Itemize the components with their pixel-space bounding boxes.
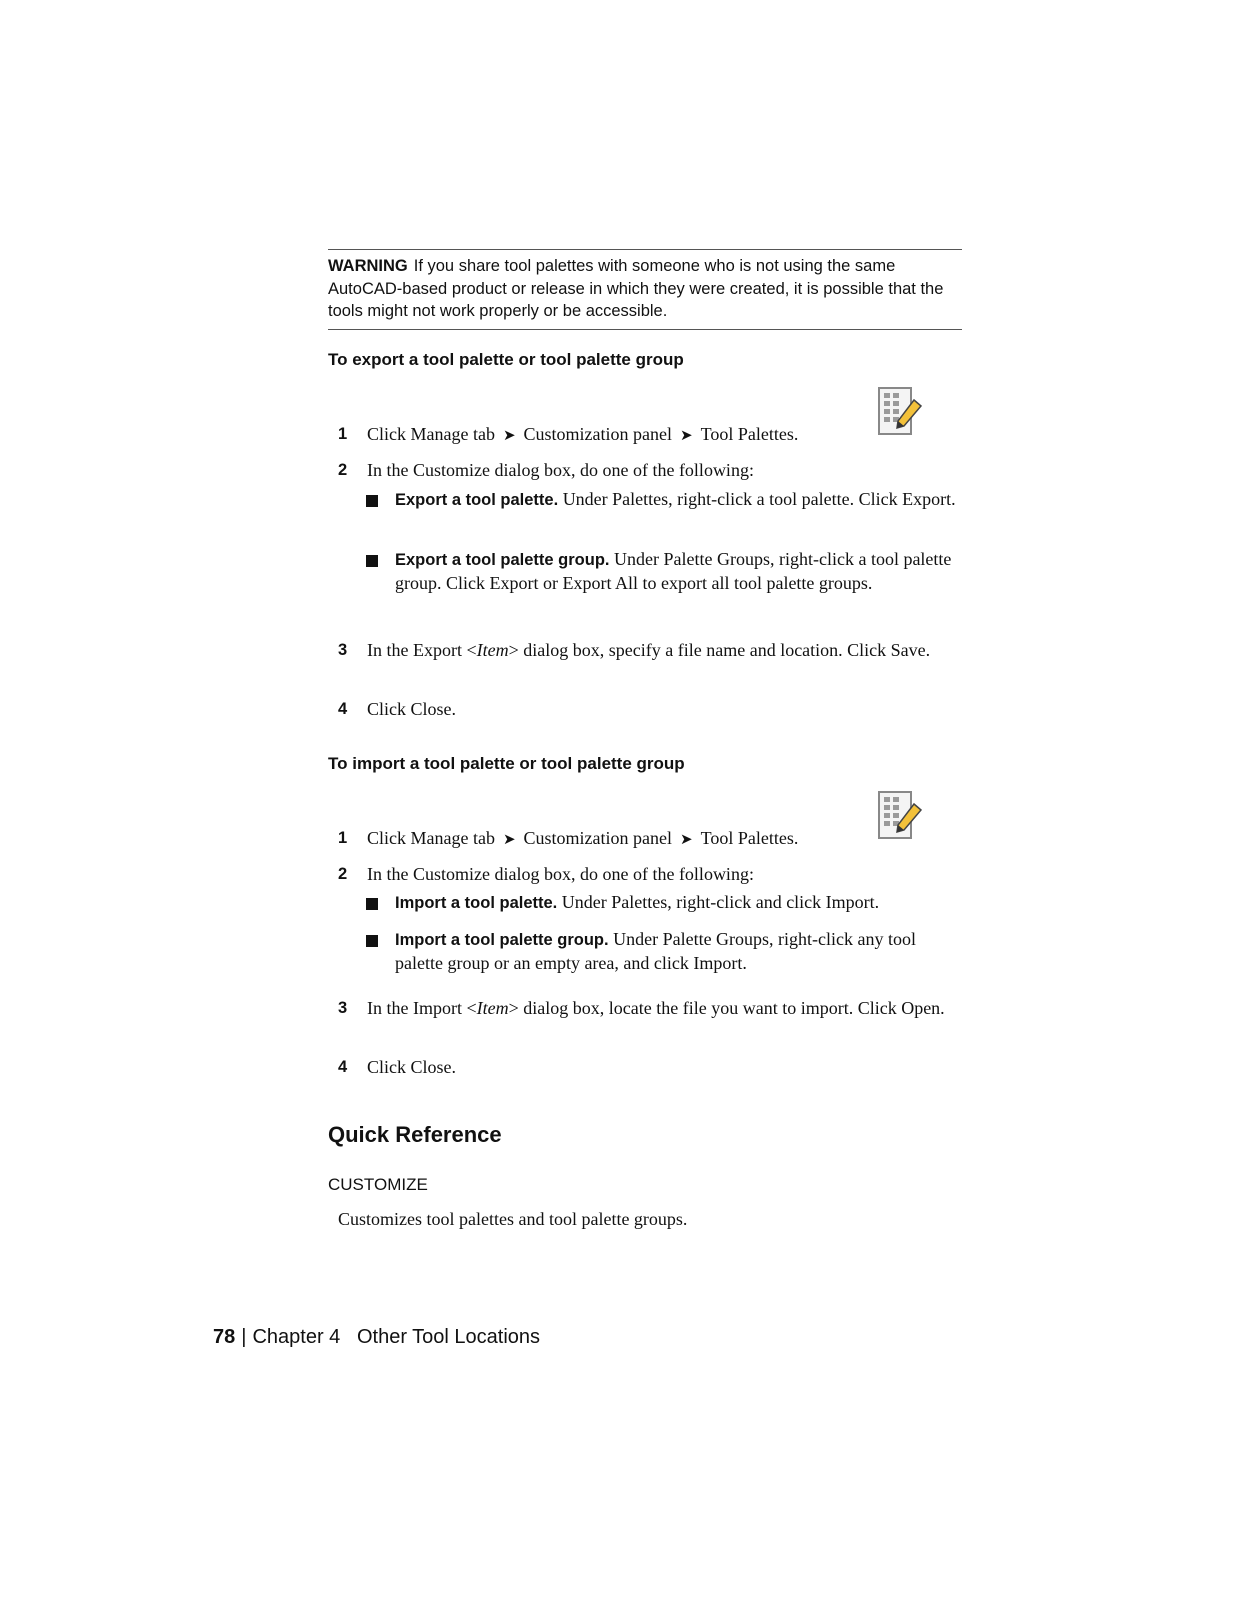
warning-text: If you share tool palettes with someone who is not using the same AutoCAD-based product or release in which they were created, it is possible that the tools might not work properly or be accessible.	[328, 257, 944, 320]
menu-path-tool-palettes: Tool Palettes.	[700, 424, 799, 444]
menu-path-tool-palettes: Tool Palettes.	[700, 828, 799, 848]
step-number: 4	[338, 1058, 348, 1076]
bullet-text: Export a tool palette group. Under Palette Groups, right-click a tool palette group. Click Export or Export All to export all tool palette groups.	[395, 549, 952, 593]
footer-separator: |	[241, 1326, 247, 1348]
step-text: In the Import <Item> dialog box, locate the file you want to import. Click Open.	[367, 998, 945, 1018]
arrow-icon: ➤	[502, 428, 516, 444]
warning-label: WARNING	[328, 257, 408, 275]
chapter-label: Chapter 4	[252, 1326, 341, 1348]
arrow-icon: ➤	[680, 832, 693, 848]
import-heading: To import a tool palette or tool palette group	[328, 754, 685, 773]
export-heading: To export a tool palette or tool palette group	[328, 350, 684, 369]
step-number: 1	[338, 829, 348, 847]
step-number: 3	[338, 999, 348, 1017]
bullet-text: Import a tool palette group. Under Palette Groups, right-click any tool palette group or an empty area, and click Import.	[395, 929, 917, 973]
command-name: CUSTOMIZE	[328, 1175, 428, 1194]
step-text: In the Export <Item> dialog box, specify a file name and location. Click Save.	[367, 640, 931, 660]
bullet-icon	[366, 898, 378, 910]
menu-path-customization-panel: Customization panel	[523, 828, 673, 848]
bullet-icon	[366, 935, 378, 947]
tool-palettes-icon	[876, 790, 924, 842]
step-number: 2	[338, 865, 348, 883]
step-text: In the Customize dialog box, do one of the following:	[367, 864, 754, 884]
chapter-title: Other Tool Locations	[356, 1326, 541, 1348]
arrow-icon: ➤	[680, 428, 693, 444]
page-number: 78	[213, 1326, 236, 1348]
menu-path-manage-tab: Click Manage tab	[367, 424, 495, 444]
step-number: 2	[338, 461, 348, 479]
command-description: Customizes tool palettes and tool palette groups.	[338, 1209, 688, 1229]
step-number: 4	[338, 700, 348, 718]
page-footer	[213, 1326, 540, 1349]
tool-palettes-icon	[876, 386, 924, 438]
arrow-icon: ➤	[502, 832, 516, 848]
warning-note	[328, 249, 962, 330]
bullet-icon	[366, 555, 378, 567]
step-text: Click Close.	[367, 699, 456, 719]
quick-reference-heading: Quick Reference	[328, 1122, 502, 1147]
bullet-text: Import a tool palette. Under Palettes, right-click and click Import.	[395, 892, 880, 912]
step-number: 1	[338, 425, 348, 443]
step-text: Click Close.	[367, 1057, 456, 1077]
bullet-icon	[366, 495, 378, 507]
step-number: 3	[338, 641, 348, 659]
menu-path-customization-panel: Customization panel	[523, 424, 673, 444]
step-text: In the Customize dialog box, do one of the following:	[367, 460, 754, 480]
menu-path-manage-tab: Click Manage tab	[367, 828, 495, 848]
bullet-text: Export a tool palette. Under Palettes, right-click a tool palette. Click Export.	[395, 489, 956, 509]
